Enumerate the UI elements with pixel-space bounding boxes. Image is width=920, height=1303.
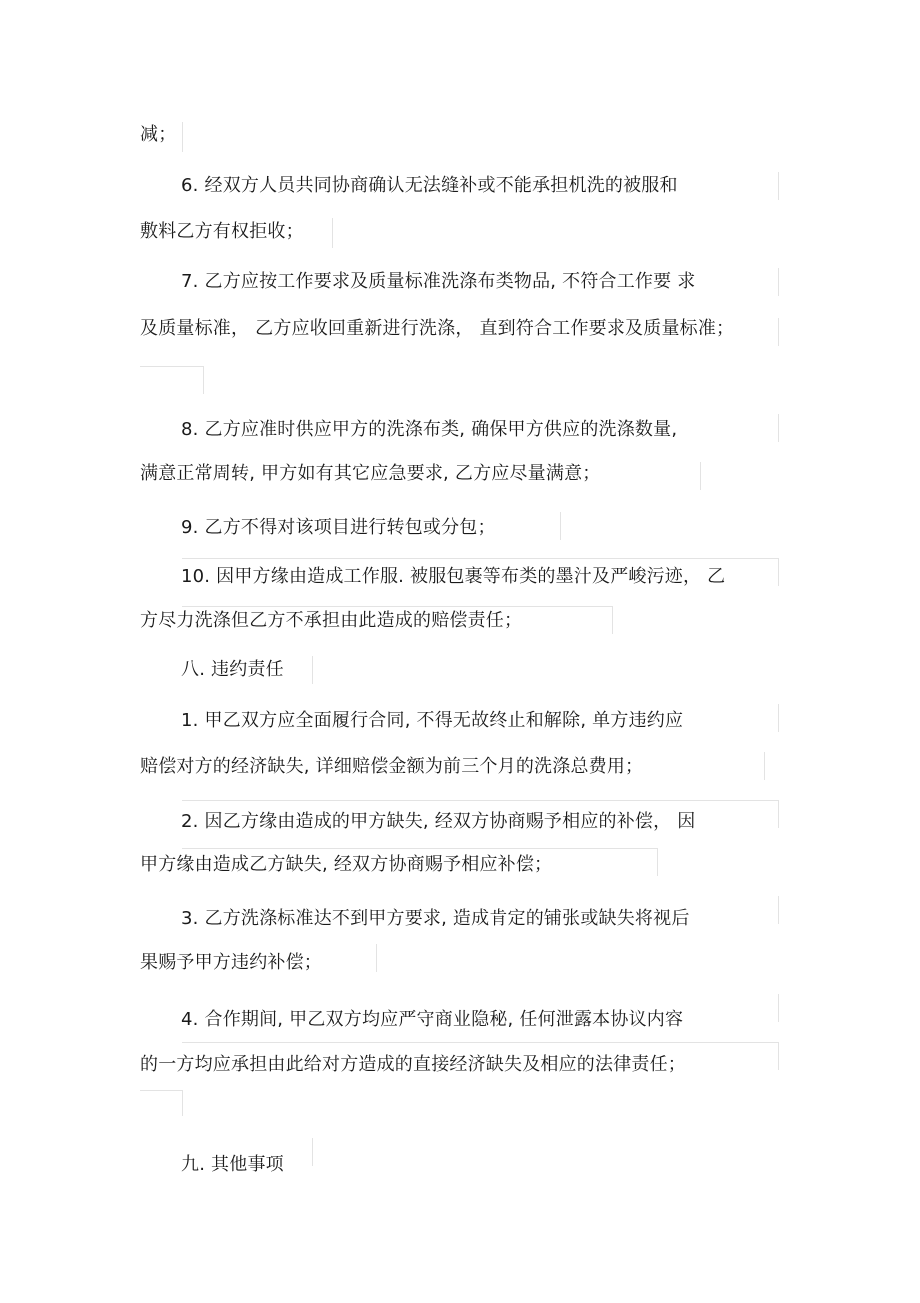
clause-8-2-line-2: 甲方缘由造成乙方缺失, 经双方协商赐予相应补偿； (140, 854, 553, 875)
clause-7-7-line-1: 7. 乙方应按工作要求及质量标准洗涤布类物品, 不符合工作要 求 (181, 271, 696, 292)
margin-rule (778, 800, 779, 828)
clause-8-1-line-1: 1. 甲乙双方应全面履行合同, 不得无故终止和解除, 单方违约应 (181, 710, 684, 731)
clause-7-10-line-1: 10. 因甲方缘由造成工作服. 被服包裹等布类的墨汁及严峻污迹， 乙 (181, 566, 726, 587)
margin-rule (657, 848, 658, 876)
margin-rule (140, 1090, 182, 1091)
margin-rule (764, 752, 765, 780)
clause-8-3-line-2: 果赐予甲方违约补偿； (140, 952, 322, 973)
clause-7-6-line-2: 敷料乙方有权拒收； (140, 221, 304, 242)
margin-rule (182, 800, 778, 801)
margin-rule (778, 172, 779, 200)
margin-rule (560, 512, 561, 540)
margin-rule (182, 1090, 183, 1116)
clause-8-3-line-1: 3. 乙方洗涤标准达不到甲方要求, 造成肯定的铺张或缺失将视后 (181, 908, 690, 929)
clause-7-8-line-2: 满意正常周转, 甲方如有其它应急要求, 乙方应尽量满意； (140, 463, 601, 484)
margin-rule (140, 366, 203, 367)
clause-7-9: 9. 乙方不得对该项目进行转包或分包； (181, 517, 496, 538)
margin-rule (778, 1042, 779, 1070)
clause-7-7-line-2: 及质量标准， 乙方应收回重新进行洗涤， 直到符合工作要求及质量标准； (140, 318, 735, 339)
clause-7-6-line-1: 6. 经双方人员共同协商确认无法缝补或不能承担机洗的被服和 (181, 175, 678, 196)
margin-rule (778, 704, 779, 732)
margin-rule (312, 1138, 313, 1166)
margin-rule (203, 366, 204, 394)
margin-rule (182, 1042, 778, 1043)
text-line: 减； (140, 124, 177, 145)
margin-rule (700, 462, 701, 490)
margin-rule (182, 558, 778, 559)
margin-rule (778, 268, 779, 296)
clause-7-10-line-2: 方尽力洗涤但乙方不承担由此造成的赔偿责任； (140, 610, 523, 631)
margin-rule (778, 896, 779, 924)
clause-8-2-line-1: 2. 因乙方缘由造成的甲方缺失, 经双方协商赐予相应的补偿， 因 (181, 811, 696, 832)
margin-rule (778, 414, 779, 442)
margin-rule (182, 606, 612, 607)
section-heading-9: 九. 其他事项 (181, 1154, 284, 1175)
margin-rule (612, 606, 613, 634)
margin-rule (182, 848, 657, 849)
margin-rule (778, 558, 779, 586)
margin-rule (778, 318, 779, 346)
margin-rule (182, 122, 183, 152)
margin-rule (376, 944, 377, 972)
clause-8-4-line-1: 4. 合作期间, 甲乙双方均应严守商业隐秘, 任何泄露本协议内容 (181, 1009, 684, 1030)
section-heading-8: 八. 违约责任 (181, 659, 284, 680)
clause-8-4-line-2: 的一方均应承担由此给对方造成的直接经济缺失及相应的法律责任； (140, 1054, 686, 1075)
clause-8-1-line-2: 赔偿对方的经济缺失, 详细赔偿金额为前三个月的洗涤总费用； (140, 756, 644, 777)
margin-rule (312, 656, 313, 684)
margin-rule (778, 994, 779, 1022)
margin-rule (332, 218, 333, 248)
clause-7-8-line-1: 8. 乙方应准时供应甲方的洗涤布类, 确保甲方供应的洗涤数量, (181, 419, 678, 440)
